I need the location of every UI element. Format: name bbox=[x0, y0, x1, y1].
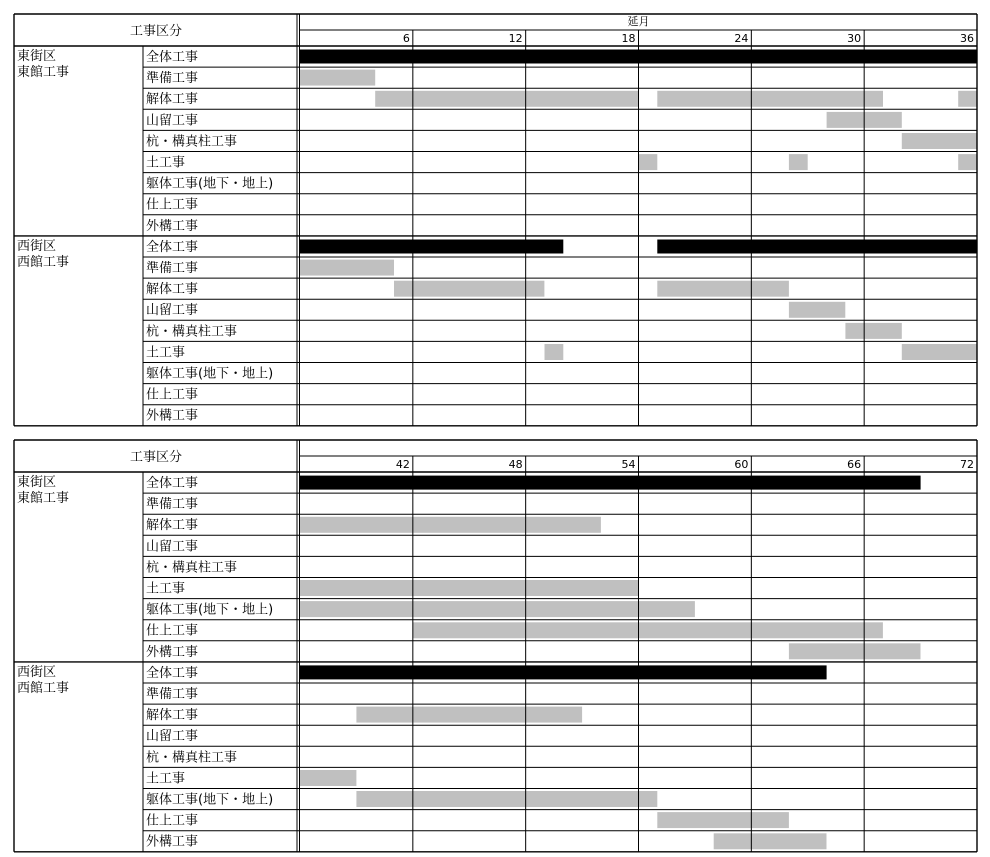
task-label: 全体工事 bbox=[146, 239, 199, 255]
month-tick-label: 6 bbox=[402, 32, 410, 45]
overall-schedule-bar bbox=[300, 476, 921, 490]
task-label: 準備工事 bbox=[146, 71, 199, 87]
work-schedule-bar bbox=[714, 833, 827, 849]
task-label: 外構工事 bbox=[146, 834, 199, 850]
month-tick-label: 48 bbox=[508, 458, 523, 471]
overall-schedule-bar bbox=[300, 240, 563, 254]
work-schedule-bar bbox=[657, 281, 789, 297]
task-label: 仕上工事 bbox=[146, 387, 199, 403]
month-tick-label: 12 bbox=[508, 32, 523, 45]
task-label: 土工事 bbox=[146, 155, 186, 171]
work-schedule-bar bbox=[789, 302, 845, 318]
group-label: 西街区 bbox=[17, 238, 57, 254]
month-tick-label: 24 bbox=[734, 32, 749, 45]
work-schedule-bar bbox=[300, 260, 394, 276]
task-label: 準備工事 bbox=[146, 497, 199, 513]
work-schedule-bar bbox=[789, 643, 921, 659]
group-label: 東街区 bbox=[17, 49, 57, 64]
work-schedule-bar bbox=[657, 91, 883, 107]
work-schedule-bar bbox=[356, 707, 582, 723]
task-label: 外構工事 bbox=[146, 218, 199, 234]
group-label: 西街区 bbox=[17, 664, 57, 680]
month-tick-label: 66 bbox=[847, 458, 862, 471]
schedule-panel bbox=[14, 14, 977, 426]
task-label: 全体工事 bbox=[146, 476, 199, 491]
task-label: 杭・構真柱工事 bbox=[146, 324, 238, 340]
task-label: 準備工事 bbox=[146, 687, 199, 702]
task-label: 土工事 bbox=[146, 345, 186, 361]
work-schedule-bar bbox=[300, 770, 356, 786]
task-label: 躯体工事(地下・地上) bbox=[146, 366, 274, 382]
task-label: 仕上工事 bbox=[146, 623, 199, 639]
work-schedule-bar bbox=[300, 70, 375, 86]
task-label: 山留工事 bbox=[146, 539, 199, 555]
month-axis-title: 延月 bbox=[627, 15, 650, 28]
task-label: 杭・構真柱工事 bbox=[146, 560, 238, 576]
work-schedule-bar bbox=[545, 344, 564, 360]
work-schedule-bar bbox=[789, 154, 808, 170]
task-label: 仕上工事 bbox=[146, 813, 199, 829]
task-label: 解体工事 bbox=[146, 282, 199, 298]
work-schedule-bar bbox=[356, 791, 657, 807]
group-label: 西館工事 bbox=[17, 254, 70, 270]
schedule-panel bbox=[14, 440, 977, 852]
month-tick-label: 72 bbox=[960, 458, 974, 471]
month-tick-label: 30 bbox=[847, 32, 862, 45]
task-label: 外構工事 bbox=[146, 408, 199, 424]
category-header: 工事区分 bbox=[129, 24, 183, 39]
group-label: 東館工事 bbox=[17, 65, 70, 80]
group-label: 東館工事 bbox=[17, 491, 70, 506]
overall-schedule-bar bbox=[657, 240, 977, 254]
group-label: 西館工事 bbox=[17, 680, 70, 696]
month-tick-label: 18 bbox=[621, 32, 636, 45]
month-tick-label: 42 bbox=[395, 458, 410, 471]
work-schedule-bar bbox=[845, 323, 901, 339]
task-label: 解体工事 bbox=[146, 518, 199, 534]
task-label: 杭・構真柱工事 bbox=[146, 750, 238, 766]
work-schedule-bar bbox=[375, 91, 638, 107]
task-label: 準備工事 bbox=[146, 261, 199, 276]
work-schedule-bar bbox=[902, 133, 977, 149]
task-label: 杭・構真柱工事 bbox=[146, 134, 238, 150]
work-schedule-bar bbox=[300, 601, 695, 617]
task-label: 山留工事 bbox=[146, 303, 199, 319]
overall-schedule-bar bbox=[300, 665, 827, 679]
work-schedule-bar bbox=[413, 622, 883, 638]
task-label: 躯体工事(地下・地上) bbox=[146, 792, 274, 808]
task-label: 外構工事 bbox=[146, 644, 199, 660]
work-schedule-bar bbox=[657, 812, 789, 828]
month-tick-label: 60 bbox=[734, 458, 749, 471]
task-label: 解体工事 bbox=[146, 92, 199, 108]
work-schedule-bar bbox=[958, 154, 977, 170]
task-label: 山留工事 bbox=[146, 729, 199, 745]
work-schedule-bar bbox=[394, 281, 544, 297]
work-schedule-bar bbox=[958, 91, 977, 107]
month-tick-label: 36 bbox=[960, 32, 974, 45]
task-label: 全体工事 bbox=[146, 50, 199, 65]
task-label: 全体工事 bbox=[146, 665, 199, 681]
work-schedule-bar bbox=[639, 154, 658, 170]
task-label: 土工事 bbox=[146, 771, 186, 787]
task-label: 解体工事 bbox=[146, 708, 199, 724]
category-header: 工事区分 bbox=[129, 450, 183, 465]
work-schedule-bar bbox=[300, 517, 601, 533]
task-label: 躯体工事(地下・地上) bbox=[146, 602, 274, 618]
work-schedule-bar bbox=[902, 344, 977, 360]
group-label: 東街区 bbox=[17, 475, 57, 490]
work-schedule-bar bbox=[300, 580, 639, 596]
task-label: 躯体工事(地下・地上) bbox=[146, 176, 274, 192]
task-label: 仕上工事 bbox=[146, 197, 199, 213]
task-label: 土工事 bbox=[146, 581, 186, 597]
task-label: 山留工事 bbox=[146, 113, 199, 129]
month-tick-label: 54 bbox=[621, 458, 636, 471]
